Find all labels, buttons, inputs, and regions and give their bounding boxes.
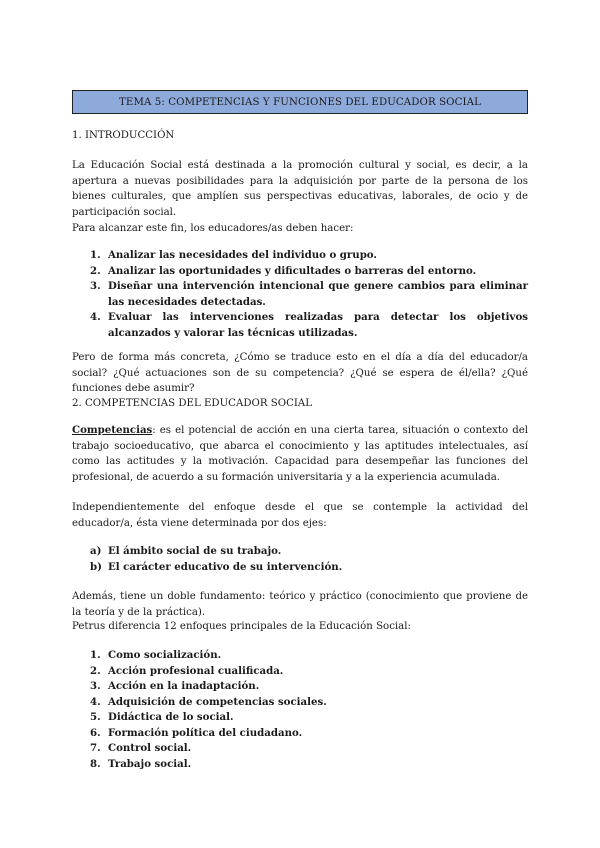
list-number: 3. (90, 680, 101, 692)
list-item-text: Adquisición de competencias sociales. (108, 695, 327, 708)
list-item (72, 248, 528, 264)
list-item (72, 664, 528, 680)
list-number: 5. (90, 711, 101, 723)
list-number: 3. (90, 280, 101, 292)
list-item (72, 560, 528, 576)
list-item (72, 710, 528, 726)
list-number: 4. (90, 311, 101, 323)
list-item-text: Control social. (108, 742, 192, 754)
list-item (72, 544, 528, 560)
list-item (72, 279, 528, 310)
list-item-text: Trabajo social. (108, 757, 192, 770)
document-title: TEMA 5: COMPETENCIAS Y FUNCIONES DEL EDUCADOR SOCIAL (72, 90, 528, 114)
list-item (72, 726, 528, 742)
list-item-text: El carácter educativo de su intervención. (108, 560, 343, 573)
questions-paragraph: Pero de forma más concreta, ¿Cómo se traduce esto en el día a día del educador/a social? ¿Qué actuaciones son de su competencia? ¿Qué se espera de él/ella? ¿Qué funciones debe asumir? (72, 352, 528, 394)
list-item (72, 757, 528, 773)
axes-list (72, 544, 528, 575)
list-item-text: Didáctica de lo social. (108, 711, 234, 723)
approaches-list (72, 648, 528, 772)
petrus-paragraph: Petrus diferencia 12 enfoques principales de la Educación Social: (72, 621, 411, 632)
intro-paragraph: La Educación Social está destinada a la promoción cultural y social, es decir, a la apertura a nuevas posibilidades para la adquisición por parte de la persona de los bienes culturales, que amplíen sus perspectivas educativas, laborales, de ocio y de participación social. (72, 160, 528, 218)
list-number: 2. (90, 264, 101, 277)
competencias-definition (72, 423, 528, 485)
list-item-text: Diseñar una intervención intencional que genere cambios para eliminar las necesidades detectadas. (108, 280, 528, 308)
list-item-text: Evaluar las intervenciones realizadas para detectar los objetivos alcanzados y valorar las técnicas utilizadas. (108, 311, 528, 339)
section-1-heading: 1. INTRODUCCIÓN (72, 130, 175, 141)
list-item (72, 264, 528, 280)
list-item (72, 648, 528, 664)
list-number: 1. (90, 649, 101, 661)
axes-intro-paragraph: Independientemente del enfoque desde el que se contemple la actividad del educador/a, ésta viene determinada por dos ejes: (72, 502, 528, 529)
list-number: 1. (90, 249, 101, 261)
list-number: a) (90, 545, 102, 557)
list-number: 8. (90, 757, 101, 770)
list-item-text: El ámbito social de su trabajo. (108, 545, 282, 557)
list-item (72, 310, 528, 341)
list-item-text: Analizar las necesidades del individuo o grupo. (108, 249, 377, 261)
list-item-text: Como socialización. (108, 649, 222, 661)
list-item (72, 695, 528, 711)
list-number: 2. (90, 664, 101, 677)
list-number: 4. (90, 695, 101, 708)
definition-text: : es el potencial de acción en una cierta tarea, situación o contexto del trabajo socioeducativo, que abarca el conocimiento y las aptitudes intelectuales, así como las actitudes y la motivación. Capacidad para desempeñar las funciones del profesional, de acuerdo a su formación universitaria y a la experiencia acumulada. (72, 425, 528, 483)
list-item-text: Acción en la inadaptación. (108, 680, 260, 692)
list-item (72, 679, 528, 695)
list-item-text: Formación política del ciudadano. (108, 726, 303, 739)
tasks-list (72, 248, 528, 341)
definition-term: Competencias (72, 424, 153, 436)
list-number: 7. (90, 742, 101, 754)
list-item (72, 741, 528, 757)
list-item-text: Acción profesional cualificada. (108, 664, 284, 677)
intro-lead-paragraph: Para alcanzar este fin, los educadores/as deben hacer: (72, 223, 354, 234)
foundation-paragraph: Además, tiene un doble fundamento: teórico y práctico (conocimiento que proviene de la teoría y de la práctica). (72, 591, 528, 618)
list-item-text: Analizar las oportunidades y dificultades o barreras del entorno. (108, 264, 477, 277)
list-number: b) (90, 560, 102, 573)
section-2-heading: 2. COMPETENCIAS DEL EDUCADOR SOCIAL (72, 398, 313, 409)
list-number: 6. (90, 726, 101, 739)
